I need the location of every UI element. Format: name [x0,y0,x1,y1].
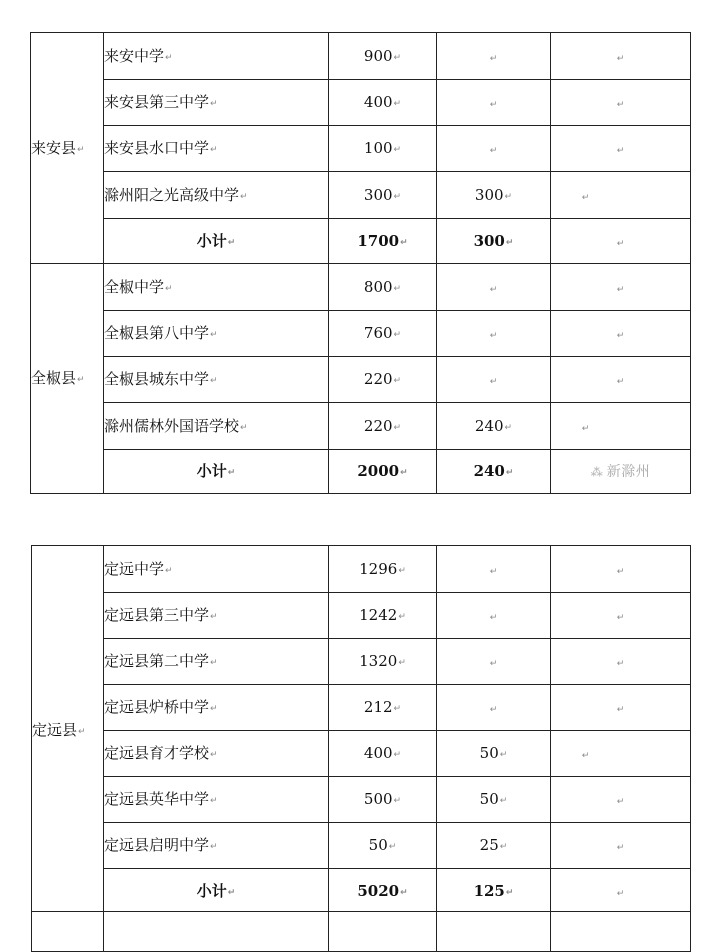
empty-cell [437,912,551,952]
enrollment-value: 220 [363,370,393,388]
paragraph-mark-icon: ↵ [210,145,218,155]
paragraph-mark-icon: ↵ [240,191,248,202]
paragraph-mark-icon: ↵ [489,659,498,669]
paragraph-mark-icon: ↵ [227,888,236,898]
watermark-cell [551,450,691,494]
paragraph-mark-icon: ↵ [616,797,625,807]
subtotal-row [31,450,691,494]
paragraph-mark-icon: ↵ [505,468,514,478]
paragraph-mark-icon: ↵ [489,331,498,341]
paragraph-mark-icon: ↵ [616,659,625,669]
enrollment-value: 500 [363,790,393,808]
enrollment-value: 300 [363,185,393,204]
paragraph-mark-icon: ↵ [210,99,218,109]
enrollment-table-1 [30,32,691,494]
table-row [31,403,691,450]
enrollment-cell [329,546,437,593]
paragraph-mark-icon: ↵ [210,658,218,668]
paragraph-mark-icon: ↵ [499,796,508,806]
wechat-logo-icon: ⁂ [590,465,603,479]
paragraph-mark-icon: ↵ [581,192,590,203]
paragraph-mark-icon: ↵ [393,283,402,294]
county-cell-quanjiao [31,264,104,494]
enrollment-cell [329,639,437,685]
table-row [32,912,691,952]
paragraph-mark-icon: ↵ [165,565,173,576]
school-name: 定远县第二中学 [104,652,210,670]
school-name-cell [104,33,329,80]
table-row [32,823,691,869]
empty-cell [437,593,551,639]
school-name-cell [104,357,329,403]
extra-enrollment-cell [437,172,551,219]
subtotal-enrollment-value: 2000 [357,462,400,480]
empty-cell [437,357,551,403]
paragraph-mark-icon: ↵ [489,705,498,715]
paragraph-mark-icon: ↵ [616,705,625,715]
school-name: 定远县育才学校 [104,744,210,762]
paragraph-mark-icon: ↵ [210,842,218,852]
extra-enrollment-cell [437,403,551,450]
enrollment-cell [329,685,437,731]
empty-cell [551,80,691,126]
paragraph-mark-icon: ↵ [388,842,397,852]
empty-cell [437,264,551,311]
table-row [31,33,691,80]
paragraph-mark-icon: ↵ [616,146,625,156]
school-name: 全椒县城东中学 [104,370,210,388]
paragraph-mark-icon: ↵ [240,422,248,433]
school-name: 来安中学 [104,46,165,65]
table-row [32,639,691,685]
school-name-cell [104,172,329,219]
school-name: 定远中学 [104,559,165,578]
enrollment-value: 1320 [359,652,398,670]
paragraph-mark-icon: ↵ [489,566,498,577]
enrollment-value: 1242 [359,606,398,624]
table-row [32,546,691,593]
school-name-cell [104,546,329,593]
extra-enrollment-value: 50 [479,790,499,808]
enrollment-cell [329,731,437,777]
paragraph-mark-icon: ↵ [616,100,625,110]
paragraph-mark-icon: ↵ [400,468,408,478]
paragraph-mark-icon: ↵ [616,238,625,249]
paragraph-mark-icon: ↵ [393,704,402,714]
empty-cell [437,685,551,731]
enrollment-cell [329,264,437,311]
subtotal-extra-cell [437,450,551,494]
paragraph-mark-icon: ↵ [616,53,625,64]
extra-enrollment-value: 50 [479,744,499,762]
school-name-cell [104,685,329,731]
school-name: 定远县英华中学 [104,790,210,808]
paragraph-mark-icon: ↵ [489,377,498,387]
empty-cell [551,731,691,777]
empty-cell [437,80,551,126]
paragraph-mark-icon: ↵ [393,191,402,202]
empty-cell [551,311,691,357]
paragraph-mark-icon: ↵ [489,284,498,295]
county-cell-laian [31,33,104,264]
enrollment-cell [329,126,437,172]
school-name-cell [104,264,329,311]
paragraph-mark-icon: ↵ [398,658,406,668]
subtotal-enrollment-value: 1700 [357,231,400,250]
school-name: 来安县第三中学 [104,93,210,111]
table-row [31,311,691,357]
paragraph-mark-icon: ↵ [210,330,218,340]
paragraph-mark-icon: ↵ [505,888,514,898]
extra-enrollment-value: 300 [474,185,504,204]
paragraph-mark-icon: ↵ [77,375,85,385]
paragraph-mark-icon: ↵ [165,52,173,63]
paragraph-mark-icon: ↵ [505,237,514,248]
empty-cell [32,912,104,952]
empty-cell [551,639,691,685]
paragraph-mark-icon: ↵ [489,146,498,156]
extra-enrollment-cell [437,731,551,777]
enrollment-value: 760 [363,324,393,342]
empty-cell [437,546,551,593]
subtotal-enrollment-value: 5020 [357,882,400,900]
extra-enrollment-value: 25 [479,836,499,854]
enrollment-cell [329,823,437,869]
enrollment-cell [329,403,437,450]
paragraph-mark-icon: ↵ [499,750,508,760]
county-name: 定远县 [32,720,78,739]
paragraph-mark-icon: ↵ [77,144,85,155]
paragraph-mark-icon: ↵ [227,237,236,248]
enrollment-value: 100 [363,139,393,157]
empty-cell [551,823,691,869]
subtotal-extra-value: 125 [473,882,505,900]
empty-cell [551,403,691,450]
paragraph-mark-icon: ↵ [489,613,498,623]
paragraph-mark-icon: ↵ [499,842,508,852]
subtotal-label-cell [104,219,329,264]
county-name: 全椒县 [31,369,77,387]
empty-cell [551,869,691,915]
paragraph-mark-icon: ↵ [616,613,625,623]
empty-cell [104,912,329,952]
table-row [31,264,691,311]
empty-cell [437,639,551,685]
paragraph-mark-icon: ↵ [393,99,402,109]
subtotal-enrollment-cell [329,450,437,494]
enrollment-value: 900 [363,46,393,65]
paragraph-mark-icon: ↵ [393,145,402,155]
enrollment-table-3-partial [31,911,691,952]
school-name-cell [104,593,329,639]
paragraph-mark-icon: ↵ [489,53,498,64]
school-name: 定远县第三中学 [104,606,210,624]
paragraph-mark-icon: ↵ [581,423,590,434]
empty-cell [329,912,437,952]
enrollment-value: 212 [363,698,393,716]
county-cell-dingyuan [32,546,104,915]
paragraph-mark-icon: ↵ [616,843,625,853]
enrollment-cell [329,593,437,639]
empty-cell [437,126,551,172]
school-name-cell [104,823,329,869]
empty-cell [437,311,551,357]
school-name: 滁州阳之光高级中学 [104,185,240,204]
school-name-cell [104,777,329,823]
enrollment-cell [329,777,437,823]
school-name-cell [104,80,329,126]
subtotal-extra-cell [437,869,551,915]
paragraph-mark-icon: ↵ [78,726,86,737]
county-name: 来安县 [31,138,77,157]
subtotal-enrollment-cell [329,219,437,264]
enrollment-value: 50 [368,836,388,854]
subtotal-label: 小计 [196,231,227,250]
subtotal-label: 小计 [196,882,227,900]
extra-enrollment-cell [437,777,551,823]
paragraph-mark-icon: ↵ [165,283,173,294]
table-row [31,172,691,219]
school-name: 定远县炉桥中学 [104,698,210,716]
table-row [31,126,691,172]
paragraph-mark-icon: ↵ [489,100,498,110]
school-name: 全椒县第八中学 [104,324,210,342]
school-name: 滁州儒林外国语学校 [104,416,240,435]
school-name-cell [104,126,329,172]
paragraph-mark-icon: ↵ [393,330,402,340]
paragraph-mark-icon: ↵ [581,751,590,761]
table-row [31,80,691,126]
paragraph-mark-icon: ↵ [393,750,402,760]
subtotal-extra-value: 240 [473,462,505,480]
paragraph-mark-icon: ↵ [616,331,625,341]
paragraph-mark-icon: ↵ [616,889,625,899]
school-name-cell [104,403,329,450]
school-name-cell [104,311,329,357]
paragraph-mark-icon: ↵ [210,796,218,806]
empty-cell [551,912,691,952]
enrollment-cell [329,311,437,357]
extra-enrollment-value: 240 [474,416,504,435]
empty-cell [437,33,551,80]
paragraph-mark-icon: ↵ [393,376,402,386]
school-name: 全椒中学 [104,277,165,296]
subtotal-enrollment-cell [329,869,437,915]
empty-cell [551,546,691,593]
paragraph-mark-icon: ↵ [210,750,218,760]
paragraph-mark-icon: ↵ [393,796,402,806]
empty-cell [551,593,691,639]
subtotal-row [31,219,691,264]
enrollment-value: 220 [363,416,393,435]
empty-cell [551,777,691,823]
paragraph-mark-icon: ↵ [400,237,408,248]
table-row [32,777,691,823]
subtotal-extra-cell [437,219,551,264]
empty-cell [551,172,691,219]
enrollment-value: 400 [363,744,393,762]
paragraph-mark-icon: ↵ [616,377,625,387]
subtotal-label-cell [104,450,329,494]
paragraph-mark-icon: ↵ [210,704,218,714]
paragraph-mark-icon: ↵ [400,888,408,898]
enrollment-cell [329,80,437,126]
table-row [32,685,691,731]
paragraph-mark-icon: ↵ [504,422,513,433]
empty-cell [551,33,691,80]
enrollment-table-2 [31,545,691,915]
paragraph-mark-icon: ↵ [398,565,406,576]
empty-cell [551,357,691,403]
paragraph-mark-icon: ↵ [210,612,218,622]
school-name: 来安县水口中学 [104,139,210,157]
paragraph-mark-icon: ↵ [393,52,402,63]
enrollment-cell [329,33,437,80]
paragraph-mark-icon: ↵ [504,191,513,202]
enrollment-value: 400 [363,93,393,111]
empty-cell [551,219,691,264]
table-row [32,731,691,777]
extra-enrollment-cell [437,823,551,869]
watermark-text: 新滁州 [606,464,651,480]
subtotal-row [32,869,691,915]
school-name-cell [104,639,329,685]
subtotal-label-cell [104,869,329,915]
subtotal-label: 小计 [196,462,227,480]
paragraph-mark-icon: ↵ [227,468,236,478]
empty-cell [551,685,691,731]
empty-cell [551,264,691,311]
school-name-cell [104,731,329,777]
paragraph-mark-icon: ↵ [393,422,402,433]
table-row [31,357,691,403]
empty-cell [551,126,691,172]
enrollment-value: 1296 [359,559,398,578]
subtotal-extra-value: 300 [473,231,505,250]
paragraph-mark-icon: ↵ [616,566,625,577]
enrollment-cell [329,172,437,219]
school-name: 定远县启明中学 [104,836,210,854]
enrollment-cell [329,357,437,403]
enrollment-value: 800 [363,277,393,296]
paragraph-mark-icon: ↵ [616,284,625,295]
paragraph-mark-icon: ↵ [210,376,218,386]
table-row [32,593,691,639]
paragraph-mark-icon: ↵ [398,612,406,622]
